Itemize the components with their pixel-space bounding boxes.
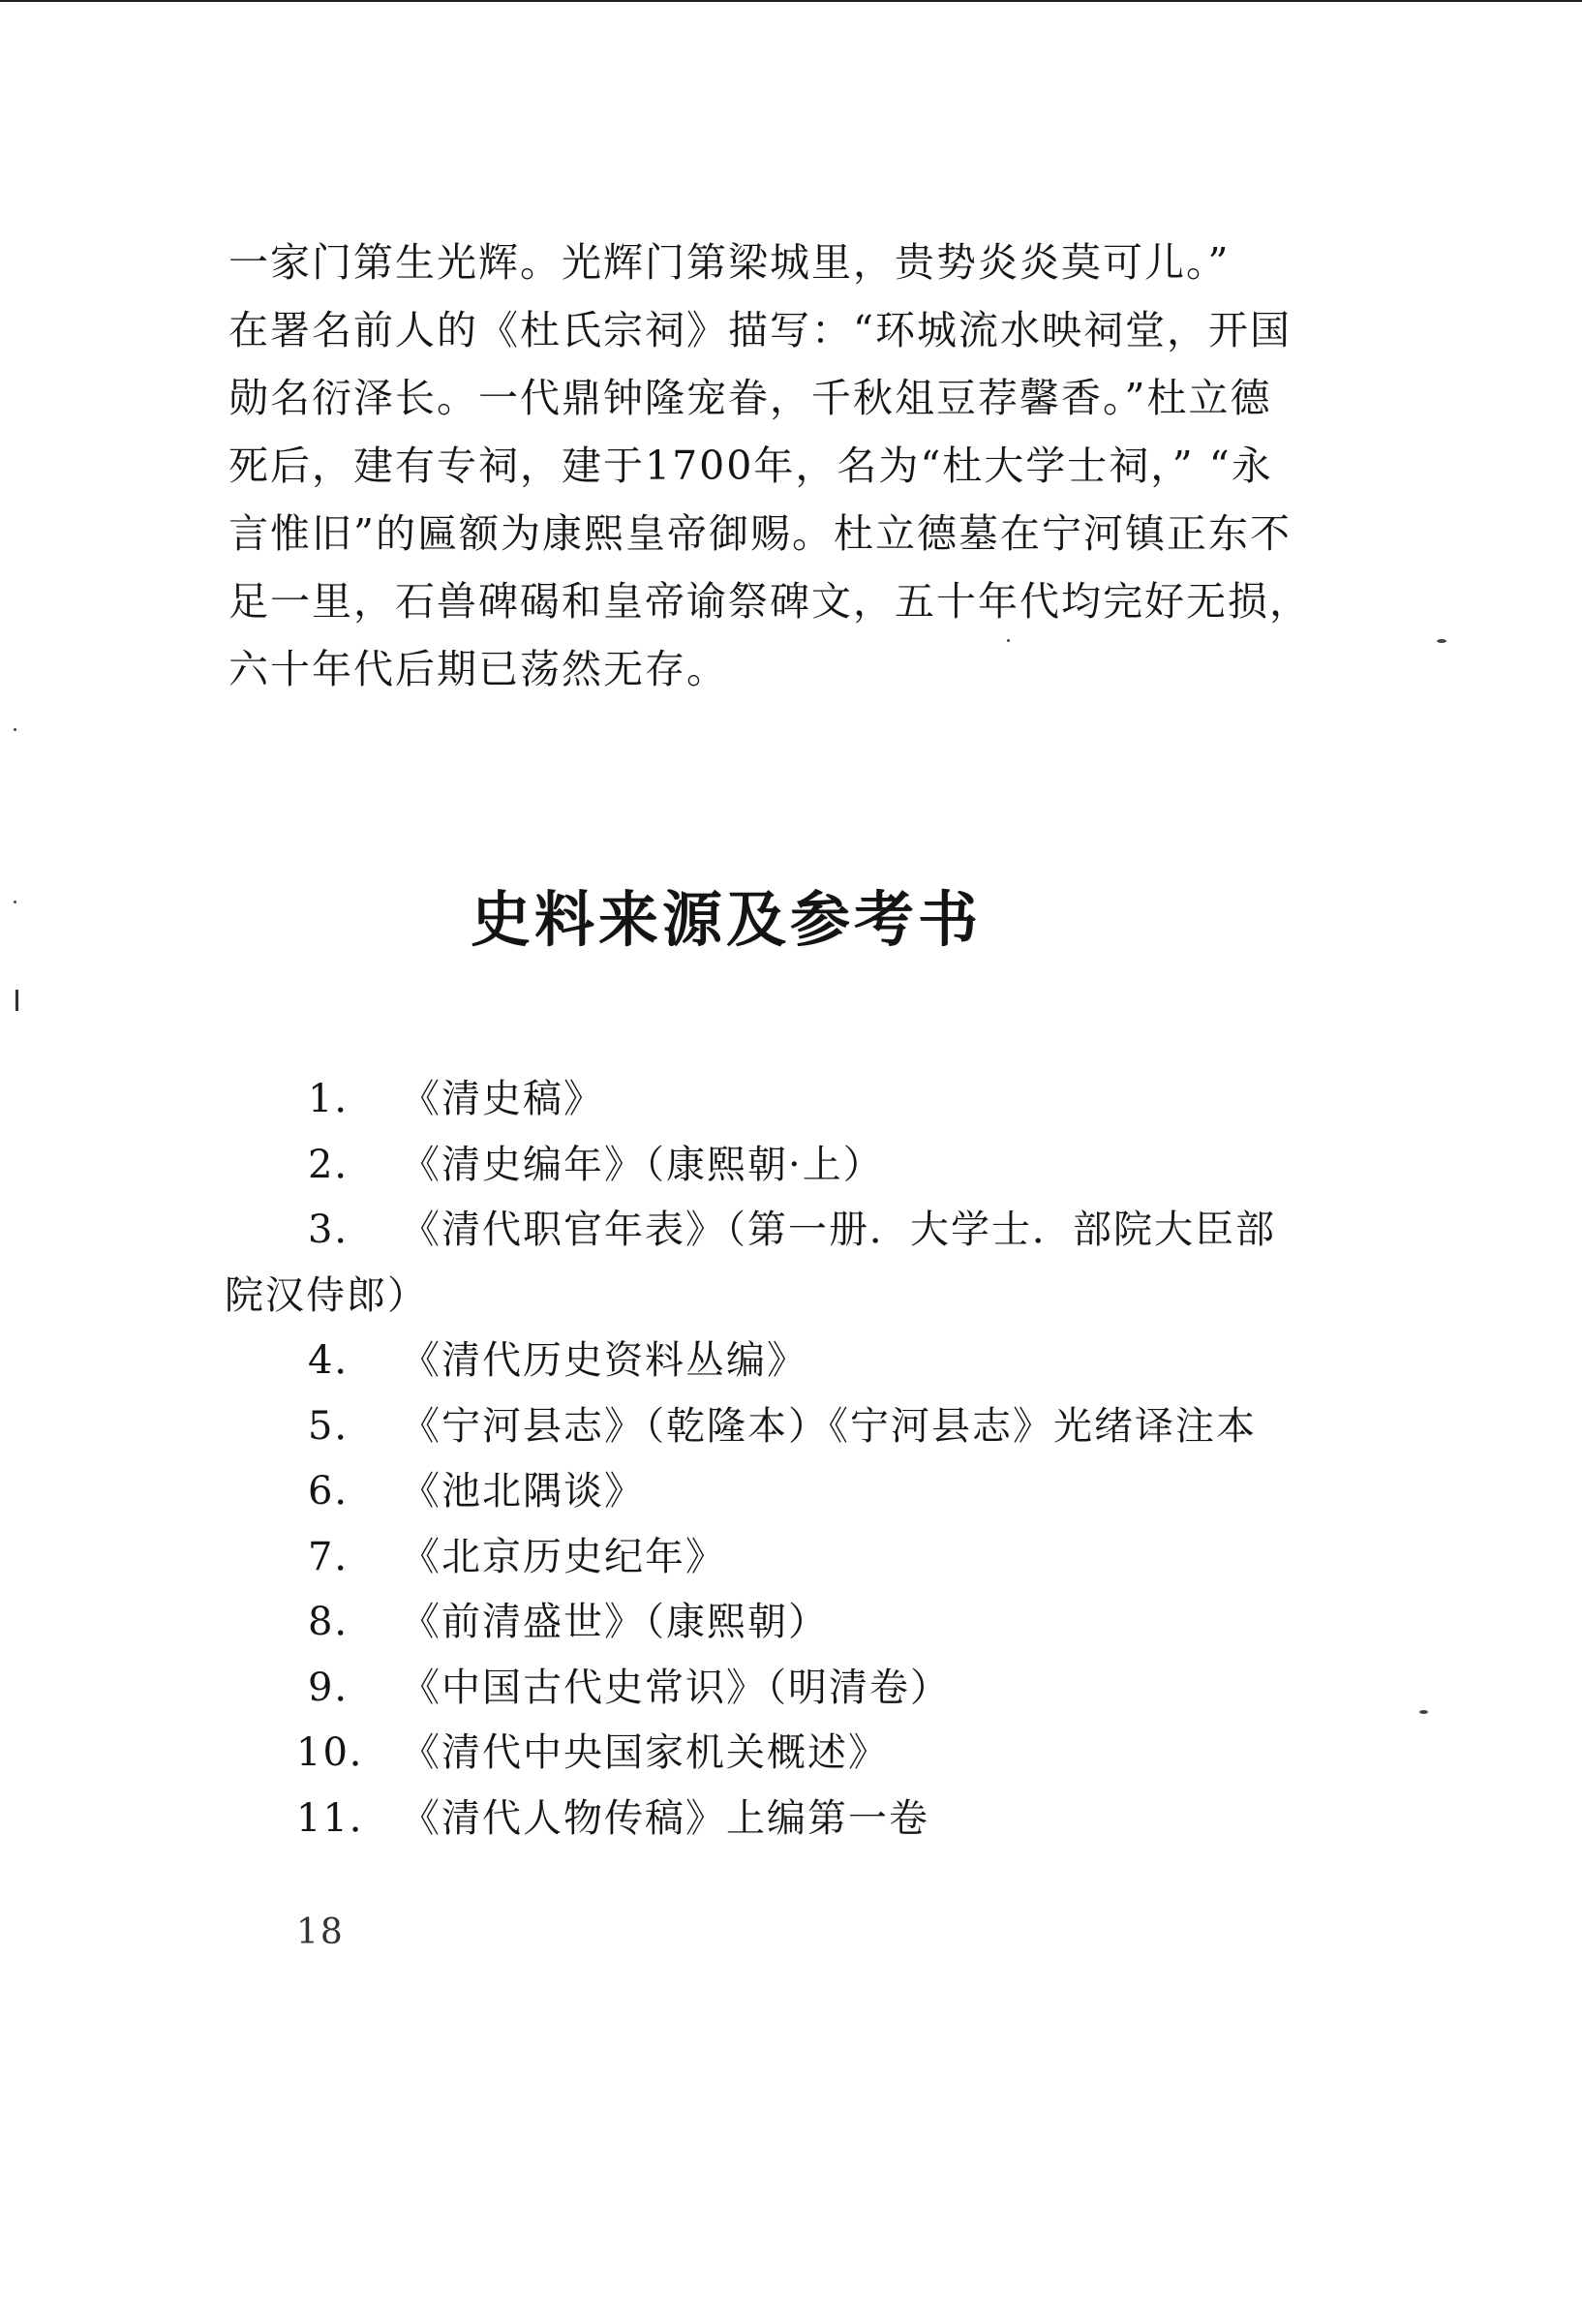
page-number: 18 (296, 1912, 345, 1952)
body-line: 言惟旧”的匾额为康熙皇帝御赐。杜立德墓在宁河镇正东不 (228, 510, 1292, 557)
reference-number: 8． (308, 1600, 376, 1644)
reference-number: 1． (308, 1077, 376, 1121)
top-border-line (0, 0, 1582, 2)
scan-mark (15, 990, 18, 1011)
body-line: 在署名前人的《杜氏宗祠》描写：“环城流水映祠堂，开国 (228, 307, 1292, 353)
reference-list (0, 1067, 1355, 1851)
reference-item (0, 1590, 1355, 1656)
reference-item (0, 1787, 1355, 1852)
reference-number: 6． (308, 1469, 376, 1514)
reference-item (0, 1525, 1355, 1591)
reference-title: 《北京历史纪年》 (401, 1534, 726, 1579)
reference-item-continuation (0, 1264, 1355, 1330)
reference-item (0, 1721, 1355, 1787)
body-line: 足一里，石兽碑碣和皇帝谕祭碑文，五十年代均完好无损， (228, 578, 1311, 625)
body-line: 六十年代后期已荡然无存。 (228, 646, 728, 692)
reference-title: 《清史编年》（康熙朝·上） (401, 1142, 884, 1187)
scan-speck (1419, 1710, 1428, 1714)
body-line: 一家门第生光辉。光辉门第梁城里，贵势炎炎莫可儿。” (228, 239, 1231, 286)
reference-item (0, 1067, 1355, 1133)
reference-title: 《清代人物传稿》上编第一卷 (401, 1795, 929, 1841)
reference-item (0, 1133, 1355, 1199)
reference-title: 《前清盛世》（康熙朝） (401, 1600, 829, 1644)
reference-number: 4． (308, 1338, 376, 1383)
scan-speck (1437, 639, 1446, 643)
scan-speck (14, 728, 16, 731)
body-paragraph (228, 229, 1313, 703)
section-title: 史料来源及参考书 (470, 884, 982, 955)
reference-number: 11． (296, 1795, 390, 1841)
reference-item (0, 1329, 1355, 1394)
reference-item (0, 1394, 1355, 1460)
reference-number: 10． (296, 1730, 390, 1775)
reference-title: 《中国古代史常识》（明清卷） (401, 1665, 951, 1710)
scan-speck (1007, 639, 1010, 642)
reference-title-continuation: 院汉侍郎） (225, 1272, 428, 1318)
body-line: 勋名衍泽长。一代鼎钟隆宠眷，千秋俎豆荐馨香。”杜立德 (228, 375, 1272, 421)
body-line: 死后，建有专祠，建于1700年，名为“杜大学士祠，” “永 (228, 443, 1273, 489)
reference-title: 《宁河县志》（乾隆本）《宁河县志》光绪译注本 (401, 1403, 1257, 1449)
reference-title: 《清代中央国家机关概述》 (401, 1730, 889, 1775)
scan-speck (14, 901, 16, 903)
reference-number: 9． (308, 1665, 376, 1710)
reference-title: 《清代历史资料丛编》 (401, 1338, 807, 1383)
reference-title: 《池北隅谈》 (401, 1469, 645, 1514)
reference-item (0, 1459, 1355, 1525)
reference-title: 《清代职官年表》（第一册．大学士．部院大臣部 (401, 1208, 1276, 1252)
reference-item (0, 1656, 1355, 1722)
reference-item (0, 1198, 1355, 1264)
reference-number: 2． (308, 1142, 376, 1187)
reference-title: 《清史稿》 (401, 1077, 604, 1121)
reference-number: 7． (308, 1534, 376, 1579)
reference-number: 5． (308, 1403, 376, 1449)
reference-number: 3． (308, 1208, 376, 1252)
